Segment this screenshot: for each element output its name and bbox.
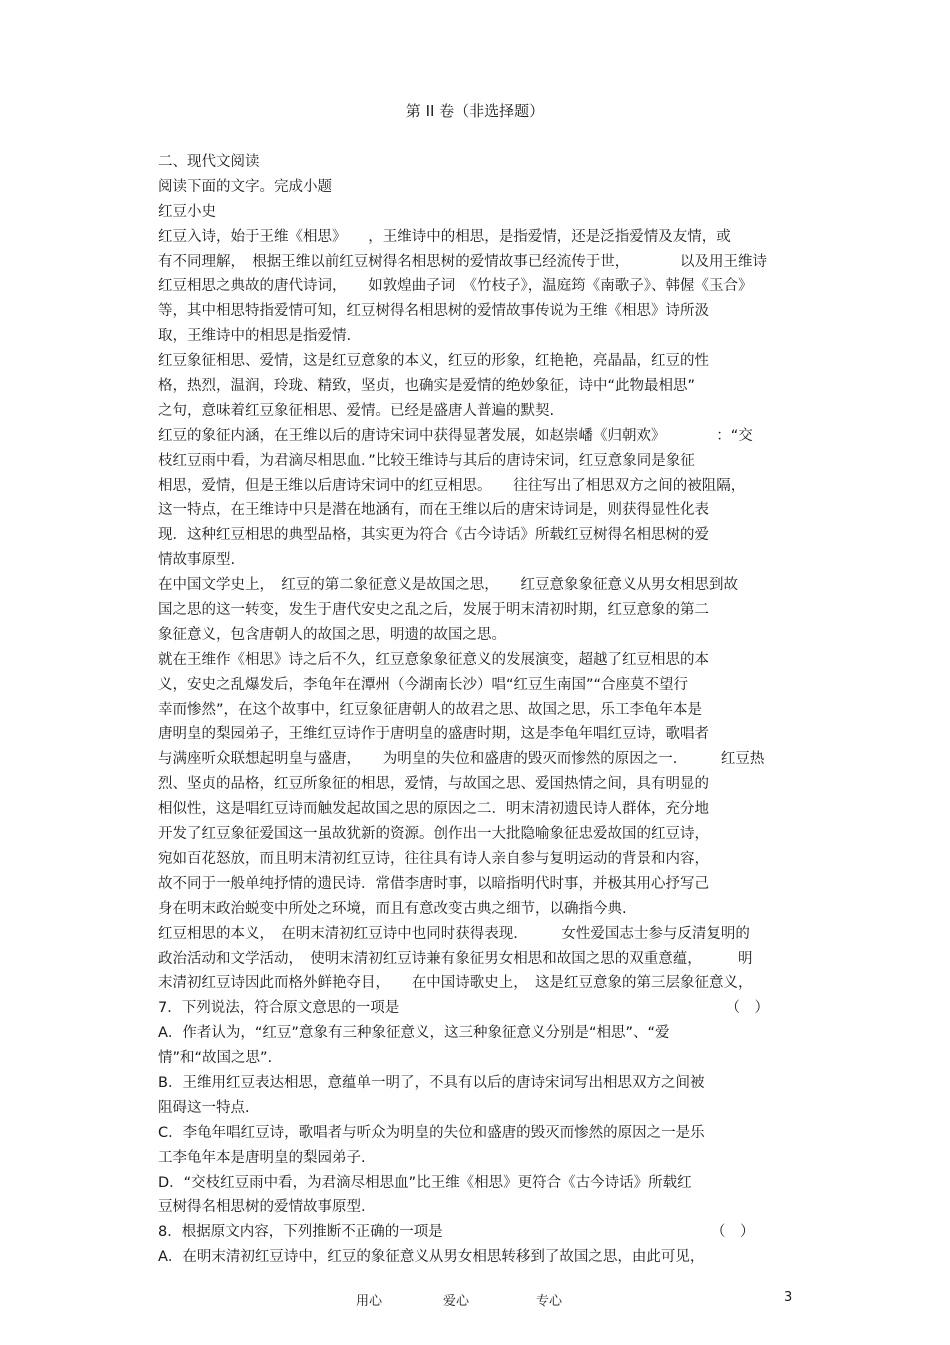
text-line: D．“交枝红豆雨中看，为君滴尽相思血”比王维《相思》更符合《古今诗话》所载红: [158, 1174, 692, 1191]
text-line: B．王维用红豆表达相思，意蕴单一明了，不具有以后的唐诗宋词写出相思双方之间被: [158, 1074, 705, 1091]
text-line: C．李龟年唱红豆诗，歌唱者与听众为明皇的失位和盛唐的毁灭而惨然的原因之一是乐: [158, 1124, 705, 1141]
text-line: 枝红豆雨中看，为君滴尽相思血．”比较王维诗与其后的唐诗宋词，红豆意象同是象征: [158, 452, 695, 469]
text-line: 工李龟年本是唐明皇的梨园弟子.: [158, 1149, 366, 1166]
text-line: 这一特点，在王维诗中只是潜在地涵有，而在王维以后的唐宋诗词是，则获得显性化表: [158, 502, 709, 519]
text-line: 等，其中相思特指爱情可知，红豆树得名相思树的爱情故事传说为王维《相思》诗所汲: [158, 303, 709, 320]
text-line: 二、现代文阅读: [158, 154, 260, 170]
text-line: 红豆相思之典故的唐代诗词， 如敦煌曲子词 《竹枝子》，温庭筠《南歌子》、韩偓《玉合》: [158, 278, 753, 295]
text-line: 身在明末政治蜕变中所处之环境，而且有意改变古典之细节，以确指今典.: [158, 900, 627, 917]
text-line: 红豆相思的本义， 在明末清初红豆诗中也同时获得表现. 女性爱国志士参与反清复明的: [158, 925, 750, 942]
text-line: 国之思的这一转变，发生于唐代安史之乱之后，发展于明末清初时期，红豆意象的第二: [158, 602, 709, 619]
text-line: 红豆入诗，始于王维《相思》 ，王维诗中的相思，是指爱情，还是泛指爱情及友情，或: [158, 228, 731, 245]
text-line: 在中国文学史上， 红豆的第二象征意义是故国之思， 红豆意象象征意义从男女相思到故: [158, 577, 738, 594]
text-line: 红豆象征相思、爱情，这是红豆意象的本义，红豆的形象，红艳艳，亮晶晶，红豆的性: [158, 353, 709, 370]
section-title: 第 II 卷（非选择题）: [405, 102, 545, 120]
text-line: 有不同理解， 根据王维以前红豆树得名相思树的爱情故事已经流传于世， 以及用王维诗: [158, 253, 767, 270]
page-number: 3: [784, 1290, 793, 1305]
text-line: 红豆小史: [158, 203, 216, 220]
text-line: 取，王维诗中的相思是指爱情.: [158, 328, 352, 345]
text-line: A．作者认为，“红豆”意象有三种象征意义，这三种象征意义分别是“相思”、“爱: [158, 1025, 670, 1042]
text-line: 8．根据原文内容，下列推断不正确的一项是 （ ）: [158, 1224, 755, 1241]
text-line: 象征意义，包含唐朝人的故国之思，明遗的故国之思。: [158, 626, 506, 643]
text-line: 红豆的象征内涵，在王维以后的唐诗宋词中获得显著发展，如赵崇嶓《归朝欢》 ：“交: [158, 427, 753, 444]
text-line: 开发了红豆象征爱国这一虽故犹新的资源。创作出一大批隐喻象征忠爱故国的红豆诗，: [158, 826, 709, 843]
text-line: 相思，爱情，但是王维以后唐诗宋词中的红豆相思。 往往写出了相思双方之间的被阻隔，: [158, 477, 746, 494]
text-line: 政治活动和文学活动， 使明末清初红豆诗兼有象征男女相思和故国之思的双重意蕴， 明: [158, 950, 753, 967]
text-line: 情”和“故国之思”.: [158, 1050, 273, 1067]
text-line: 之句，意味着红豆象征相思、爱情。已经是盛唐人普遍的默契.: [158, 402, 555, 419]
footer-text-left: 用心: [356, 1294, 383, 1309]
text-line: A．在明末清初红豆诗中，红豆的象征意义从男女相思转移到了故国之思，由此可见，: [158, 1249, 705, 1266]
text-line: 末清初红豆诗因此而格外鲜艳夺目， 在中国诗歌史上， 这是红豆意象的第三层象征意义，: [158, 975, 753, 992]
text-line: 故不同于一般单纯抒情的遗民诗．常借李唐时事，以暗指明代时事，并极其用心抒写己: [158, 875, 709, 892]
text-line: 格，热烈，温润，玲珑、精致，坚贞，也确实是爱情的绝妙象征，诗中“此物最相思”: [158, 378, 696, 395]
page-footer: [0, 1290, 950, 1310]
text-line: 烈、坚贞的品格，红豆所象征的相思，爱情，与故国之思、爱国热情之间，具有明显的: [158, 776, 709, 793]
text-line: 义，安史之乱爆发后，李龟年在潭州（今湖南长沙）唱“红豆生南国”“合座莫不望行: [158, 676, 689, 693]
document-body: [158, 150, 798, 1270]
text-line: 阅读下面的文字。完成小题: [158, 178, 332, 195]
text-line: 豆树得名相思树的爱情故事原型.: [158, 1199, 366, 1216]
text-line: 7．下列说法，符合原文意思的一项是 （ ）: [158, 1000, 769, 1017]
footer-text-right: 专心: [536, 1294, 563, 1309]
text-line: 与满座听众联想起明皇与盛唐， 为明皇的失位和盛唐的毁灭而惨然的原因之一. 红豆热: [158, 751, 765, 768]
text-line: 相似性，这是唱红豆诗而触发起故国之思的原因之二．明末清初遗民诗人群体，充分地: [158, 801, 709, 818]
text-line: 唐明皇的梨园弟子，王维红豆诗作于唐明皇的盛唐时期，这是李龟年唱红豆诗，歌唱者: [158, 726, 709, 743]
text-line: 幸而惨然”，在这个故事中，红豆象征唐朝人的故君之思、故国之思，乐工李龟年本是: [158, 701, 703, 718]
footer-text-middle: 爱心: [443, 1294, 470, 1309]
text-line: 阻碍这一特点.: [158, 1099, 250, 1116]
text-line: 现．这种红豆相思的典型品格，其实更为符合《古今诗话》所载红豆树得名相思树的爱: [158, 527, 709, 544]
text-line: 情故事原型.: [158, 552, 236, 569]
text-line: 宛如百花怒放，而且明末清初红豆诗，往往具有诗人亲自参与复明运动的背景和内容，: [158, 850, 709, 867]
text-line: 就在王维作《相思》诗之后不久，红豆意象象征意义的发展演变，超越了红豆相思的本: [158, 651, 709, 668]
